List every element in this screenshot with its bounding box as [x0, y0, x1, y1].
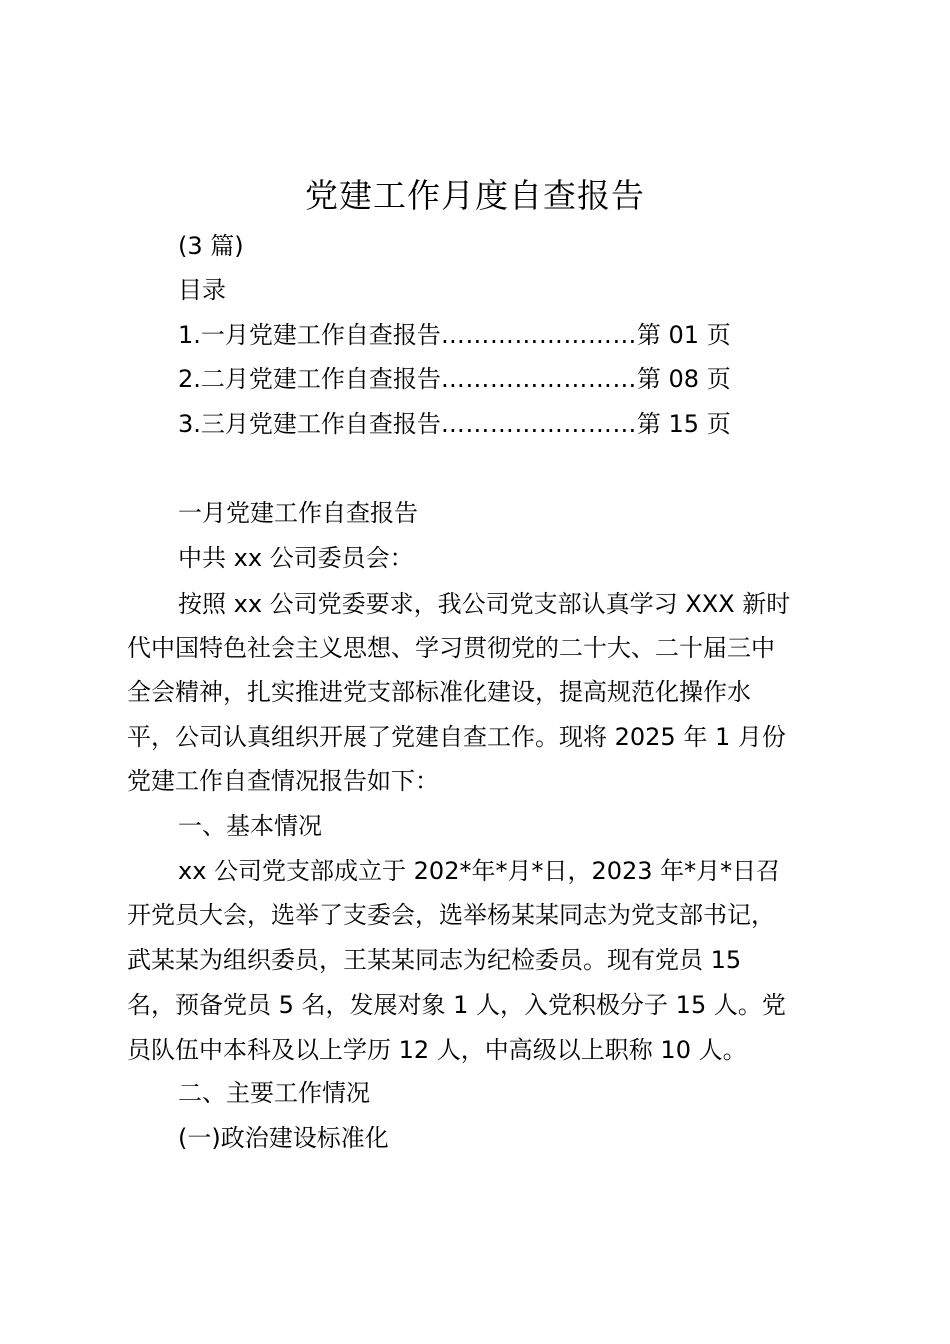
body-text-line: 名，预备党员 5 名，发展对象 1 人，入党积极分子 15 人。党	[127, 991, 786, 1019]
document-count-note: (3 篇)	[178, 232, 244, 260]
body-text-line: xx 公司党支部成立于 202*年*月*日，2023 年*月*日召	[178, 857, 781, 885]
report-title: 一月党建工作自查报告	[178, 499, 418, 527]
toc-entry-leader: ……………………	[440, 365, 637, 393]
body-text-line: 武某某为组织委员，王某某同志为纪检委员。现有党员 15	[127, 946, 742, 974]
body-text-line: 党建工作自查情况报告如下：	[127, 767, 439, 795]
document-title: 党建工作月度自查报告	[305, 176, 645, 215]
toc-entry-page: 第 15 页	[636, 410, 731, 438]
toc-entry[interactable]	[178, 318, 758, 352]
body-text-line: 员队伍中本科及以上学历 12 人，中高级以上职称 10 人。	[127, 1036, 747, 1064]
section-heading: 一、基本情况	[178, 812, 322, 840]
toc-entry-page: 第 01 页	[636, 321, 731, 349]
toc-heading: 目录	[178, 276, 226, 304]
toc-entry-leader: ……………………	[440, 410, 637, 438]
toc-entry[interactable]	[178, 407, 758, 441]
toc-entry-title: 1.一月党建工作自查报告	[178, 321, 441, 349]
subsection-heading: (一)政治建设标准化	[178, 1124, 389, 1152]
body-text-line: 全会精神，扎实推进党支部标准化建设，提高规范化操作水	[127, 678, 751, 706]
body-text-line: 平，公司认真组织开展了党建自查工作。现将 2025 年 1 月份	[127, 723, 786, 751]
toc-entry[interactable]	[178, 362, 758, 396]
salutation: 中共 xx 公司委员会：	[178, 544, 414, 572]
toc-entry-leader: ……………………	[440, 321, 637, 349]
toc-entry-title: 3.三月党建工作自查报告	[178, 410, 441, 438]
section-heading: 二、主要工作情况	[178, 1079, 370, 1107]
body-text-line: 按照 xx 公司党委要求，我公司党支部认真学习 XXX 新时	[178, 590, 791, 618]
body-text-line: 代中国特色社会主义思想、学习贯彻党的二十大、二十届三中	[127, 634, 775, 662]
toc-entry-page: 第 08 页	[636, 365, 731, 393]
toc-entry-title: 2.二月党建工作自查报告	[178, 365, 441, 393]
body-text-line: 开党员大会，选举了支委会，选举杨某某同志为党支部书记，	[127, 901, 775, 929]
